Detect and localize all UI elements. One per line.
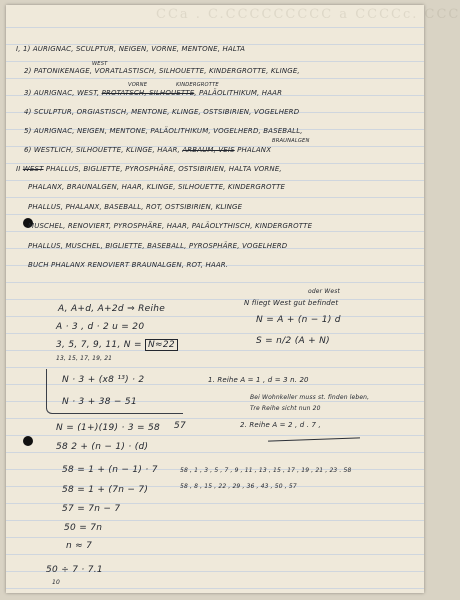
sequence-one: 58 , 1 , 3 , 5 , 7 , 9 , 11 , 13 , 15 , 17 , 19 , 21 , 23 . 58 bbox=[180, 467, 352, 474]
note-line-4: 4) SCULPTUR, ORGIASTISCH, MENTONE, KLINGE, OSTSIBIRIEN, VOGELHERD bbox=[24, 108, 300, 116]
insertion-braunalgen: BRAUNALGEN bbox=[272, 138, 310, 144]
math-line-1: A, A+d, A+2d ⇒ Reihe bbox=[58, 304, 166, 314]
math-boxed-result: N≈22 bbox=[145, 339, 178, 351]
math-line-4: 13, 15, 17, 19, 21 bbox=[56, 355, 113, 362]
note-line-11: PHALLUS, MUSCHEL, BIGLIETTE, BASEBALL, PYROSPHÄRE, VOGELHERD bbox=[28, 242, 288, 250]
series-one: 1. Reihe A = 1 , d = 3 n. 20 bbox=[208, 376, 309, 384]
note-line-9: PHALLUS, PHALANX, BASEBALL, ROT, OSTSIBIRIEN, KLINGE bbox=[28, 203, 243, 211]
note-line-12: BUCH PHALANX RENOVIERT BRAUNALGEN, ROT, HAAR. bbox=[28, 261, 229, 269]
insertion-vorne: VORNE bbox=[128, 82, 148, 88]
note-line-7 bbox=[16, 165, 282, 173]
formula-nth-term: N = A + (n − 1) d bbox=[256, 315, 341, 325]
note-line-5: 5) AURIGNAC, NEIGEN, MENTONE, PALÄOLITHIKUM, VOGELHERD, BASEBALL, bbox=[24, 127, 303, 135]
note-line-6-struck: ARBAUM, VEIS bbox=[182, 146, 235, 154]
math-sequence: 3, 5, 7, 9, 11, N = bbox=[56, 340, 142, 350]
note-line-7-text: PHALLUS, BIGLIETTE, PYROSPHÄRE, OSTSIBIRIEN, HALTA VORNE, bbox=[45, 165, 282, 173]
math-line-2: A · 3 , d · 2 u = 20 bbox=[56, 322, 145, 332]
note-line-2: 2) PATONIKENAGE, VORATLASTISCH, SILHOUETTE, KINDERGROTTE, KLINGE, bbox=[24, 67, 300, 75]
watermark-header: CCa . C.CCCCCCCCC a CCCCc. CCC bbox=[156, 7, 460, 22]
math-line-5: N · 3 + (x8 ¹³) · 2 bbox=[62, 375, 145, 385]
note-line-6 bbox=[24, 146, 271, 154]
equation-7: n ≈ 7 bbox=[66, 541, 93, 551]
equation-3: 58 = 1 + (n − 1) · 7 bbox=[62, 465, 158, 475]
formula-insertion: oder West bbox=[308, 288, 340, 295]
section-two-marker: II bbox=[16, 165, 21, 173]
formula-sum: S = n/2 (A + N) bbox=[256, 336, 330, 346]
equation-9: 10 bbox=[52, 579, 60, 586]
series-two: 2. Reihe A = 2 , d . 7 , bbox=[240, 421, 321, 429]
note-line-6-start: 6) WESTLICH, SILHOUETTE, KLINGE, HAAR, bbox=[24, 146, 180, 154]
equation-6: 50 = 7n bbox=[64, 523, 103, 533]
note-line-7-struck: WEST bbox=[22, 165, 44, 173]
math-line-6: N · 3 + 38 − 51 bbox=[62, 397, 137, 407]
note-line-3-end: , PALÄOLITHIKUM, HAAR bbox=[194, 89, 283, 97]
math-line-7: 57 bbox=[174, 421, 187, 431]
equation-5: 57 = 7n − 7 bbox=[62, 504, 121, 514]
note-line-3 bbox=[24, 89, 282, 97]
notebook-page bbox=[6, 5, 460, 593]
sequence-two: 58 , 8 , 15 , 22 , 29 , 36 , 43 , 50 , 57 bbox=[180, 483, 297, 490]
note-line-3-start: 3) AURIGNAC, WEST, bbox=[24, 89, 100, 97]
note-line-8: PHALANX, BRAUNALGEN, HAAR, KLINGE, SILHOUETTE, KINDERGROTTE bbox=[28, 183, 286, 191]
note-line-10: MUSCHEL, RENOVIERT, PYROSPHÄRE, HAAR, PALÄOLYTHISCH, KINDERGROTTE bbox=[28, 222, 313, 230]
note-line-6-end: PHALANX bbox=[237, 146, 272, 154]
series-one-note-1: Bei Wohnkeller muss st. finden leben, bbox=[250, 394, 370, 401]
math-line-3 bbox=[56, 340, 178, 350]
equation-8: 50 ÷ 7 · 7.1 bbox=[46, 565, 103, 575]
equation-2: 58 2 + (n − 1) · (d) bbox=[56, 442, 149, 452]
punch-hole-bottom bbox=[23, 436, 33, 446]
insertion-west: WEST bbox=[92, 61, 108, 67]
note-line-1: I, 1) AURIGNAC, SCULPTUR, NEIGEN, VORNE, MENTONE, HALTA bbox=[16, 45, 246, 53]
note-line-3-struck: PROTATSCH, SILHOUETTE bbox=[101, 89, 195, 97]
insertion-kindergrotte: KINDERGROTTE bbox=[176, 82, 219, 88]
series-one-note-2: Tre Reihe sicht nun 20 bbox=[250, 405, 321, 412]
formula-note: N fliegt West gut befindet bbox=[244, 299, 339, 307]
equation-4: 58 = 1 + (7n − 7) bbox=[62, 485, 149, 495]
scribble-mark bbox=[268, 437, 360, 441]
math-bracket bbox=[46, 369, 183, 414]
equation-1: N = (1+)(19) · 3 = 58 bbox=[56, 423, 161, 433]
